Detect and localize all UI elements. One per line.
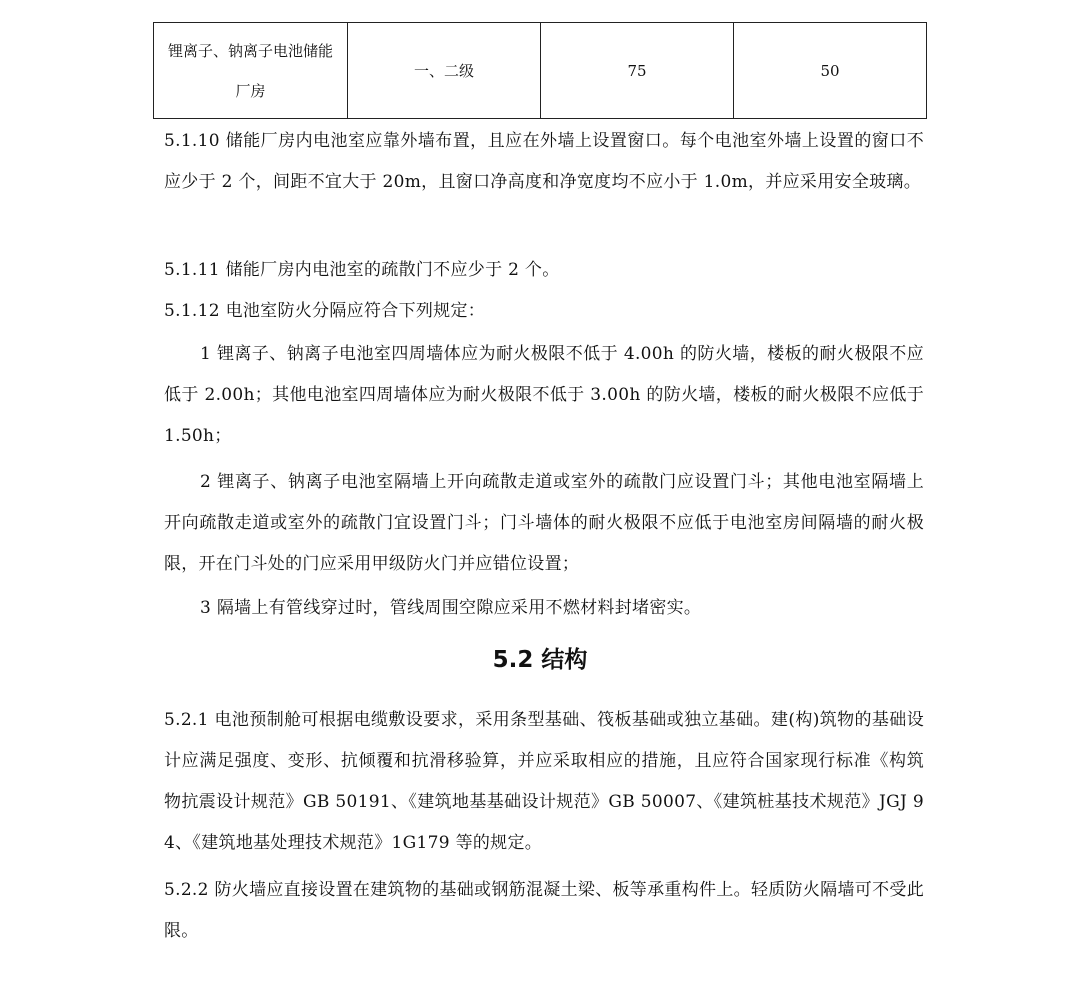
clause-5-1-11: 5.1.11 储能厂房内电池室的疏散门不应少于 2 个。: [164, 260, 560, 280]
clause-5-1-12-item-2: 2 锂离子、钠离子电池室隔墙上开向疏散走道或室外的疏散门应设置门斗；其他电池室隔墙上开向疏散走道或室外的疏散门宜设置门斗；门斗墙体的耐火极限不应低于电池室房间隔墙的耐火极限，开在门斗处的门应采用甲级防火门并应错位设置；: [164, 472, 924, 574]
table-row: [154, 23, 927, 119]
spec-table: [153, 22, 927, 119]
section-title: 5.2 结构: [492, 647, 588, 673]
clause-5-1-12-item-1: 1 锂离子、钠离子电池室四周墙体应为耐火极限不低于 4.00h 的防火墙，楼板的耐火极限不应低于 2.00h；其他电池室四周墙体应为耐火极限不低于 3.00h 的防火墙，楼板的耐火极限不应低于 1.50h；: [164, 344, 924, 446]
table-cell-value-1: 75: [541, 23, 734, 119]
table-cell-fire-rating: 一、二级: [348, 23, 541, 119]
table-cell-building-type: 锂离子、钠离子电池储能厂房: [154, 23, 348, 119]
clause-5-1-10: 5.1.10 储能厂房内电池室应靠外墙布置，且应在外墙上设置窗口。每个电池室外墙上设置的窗口不应少于 2 个，间距不宜大于 20m，且窗口净高度和净宽度均不应小于 1.0m，并应采用安全玻璃。: [164, 131, 924, 192]
table-cell-value-2: 50: [734, 23, 927, 119]
clause-5-1-12: 5.1.12 电池室防火分隔应符合下列规定：: [164, 301, 486, 321]
clause-5-2-2: 5.2.2 防火墙应直接设置在建筑物的基础或钢筋混凝土梁、板等承重构件上。轻质防火隔墙可不受此限。: [164, 880, 924, 941]
clause-5-1-12-item-3: 3 隔墙上有管线穿过时，管线周围空隙应采用不燃材料封堵密实。: [200, 598, 702, 618]
clause-5-2-1: 5.2.1 电池预制舱可根据电缆敷设要求，采用条型基础、筏板基础或独立基础。建(构)筑物的基础设计应满足强度、变形、抗倾覆和抗滑移验算，并应采取相应的措施，且应符合国家现行标准《构筑物抗震设计规范》GB 50191、《建筑地基基础设计规范》GB 50007、《建筑桩基技术规范》JGJ 94、《建筑地基处理技术规范》1G179 等的规定。: [164, 710, 924, 853]
